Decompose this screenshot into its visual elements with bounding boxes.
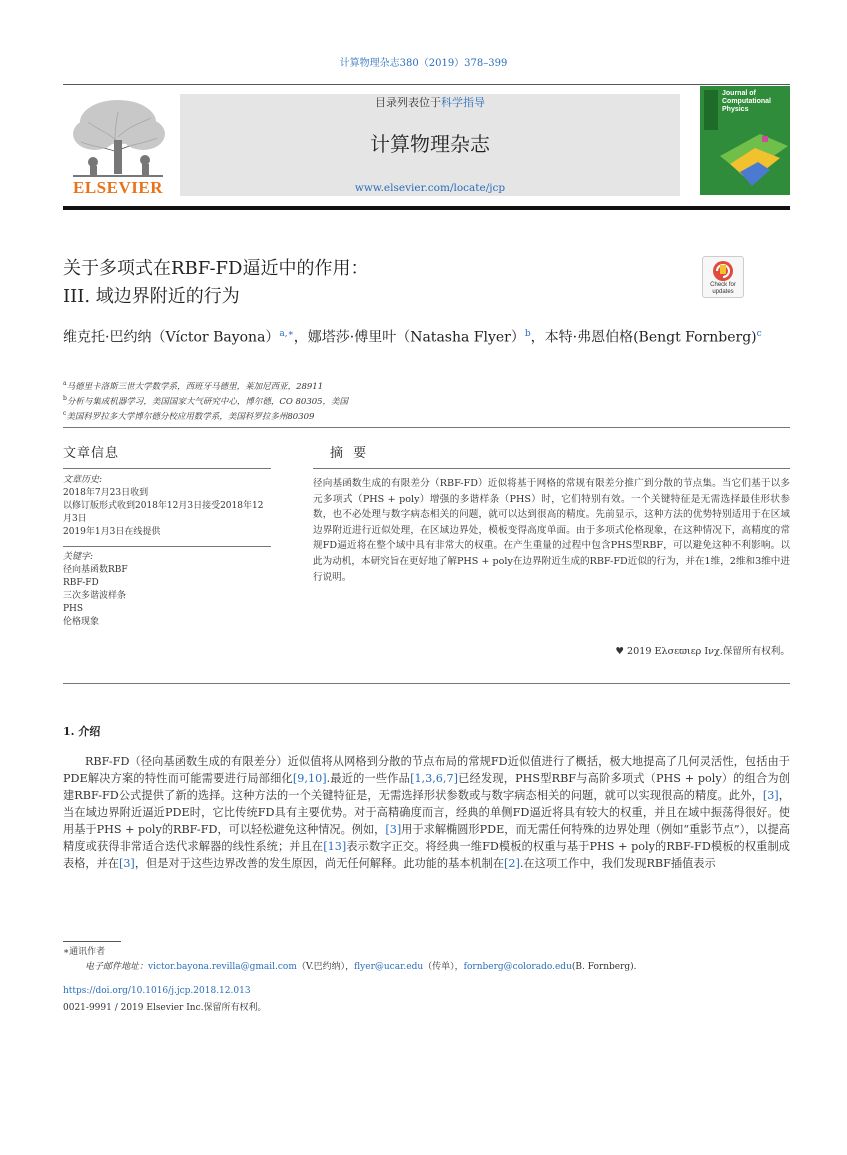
header-rule (63, 84, 790, 85)
keywords-rule (63, 546, 271, 547)
author-bayona[interactable]: 维克托·巴约纳（Víctor Bayona） (63, 329, 280, 346)
affiliation-c (63, 408, 790, 423)
text-run: 用于求解椭圆形PDE，而无需任何特殊的边界处理（例如“重影节点”），以提高精度或获得非常适合迭代求解器的线性系统；并且在 (63, 823, 790, 853)
check-updates-icon (703, 257, 743, 285)
keyword-item: RBF-FD (63, 578, 99, 588)
author-3-affil-mark[interactable]: c (756, 329, 762, 339)
text-run: .在这项工作中，我们发现RBF插值表示 (519, 857, 716, 870)
author-fornberg[interactable]: ，本特·弗恩伯格(Bengt Fornberg) (530, 329, 757, 346)
masthead-rule (63, 206, 790, 210)
abstract-text: 径向基函数生成的有限差分（RBF-FD）近似将基于网格的常规有限差分推广到分散的节点集。当它们基于以多元多项式（PHS + poly）增强的多谐样条（PHS）时，它们特别有效。一个关键特征是无需选择最佳形状参数，也不必处理与数字病态相关的问题，就可以达到很高的精度。先前显示，这种方法的优势特别适用于在区域边界附近进行近似处理，在区域边界处，模板变得高度单面。由于多项式伦格现象，在这种情况下，高精度的常规FD逼近将在整个域中具有非常大的权重。在产生重量的过程中包含PHS型RBF，可以避免这种不利影响。以此为动机，本研究旨在更好地了解PHS + poly在边界附近生成的RBF-FD近似的行为，并在1维，2维和3维中进行说明。 (313, 478, 790, 583)
author-2-affil-mark[interactable]: b (524, 329, 531, 339)
citation-link[interactable]: [1,3,6,7] (410, 772, 458, 785)
citation-link[interactable]: [3] (385, 823, 402, 836)
citation-link[interactable]: [3] (118, 857, 135, 870)
affiliations (63, 378, 790, 422)
affiliation-mark: c (63, 409, 67, 417)
issn-copyright: 0021-9991 / 2019 Elsevier Inc.保留所有权利。 (63, 1003, 267, 1013)
history-received: 2018年7月23日收到 (63, 488, 149, 498)
journal-cover-image[interactable] (700, 86, 790, 195)
email-link-fornberg[interactable]: fornberg@colorado.edu (463, 962, 572, 972)
affiliation-text: 分析与集成机器学习，美国国家大气研究中心，博尔德，CO 80305，美国 (66, 396, 349, 407)
email-link-flyer[interactable]: flyer@ucar.edu (354, 962, 424, 972)
contents-line (180, 94, 680, 110)
footnote-rule (63, 941, 121, 942)
citation-link[interactable]: [13] (323, 840, 347, 853)
text-run: 已经发现，PHS型RBF与高阶多项式（PHS + poly）的组合为创建RBF-FD公式提供了新的选择。这种方法的一个关键特征是，无需选择形状参数或与数字病态相关的问题，就可以实现很高的精度。此外， (63, 772, 790, 802)
keywords-label: 关键字: (63, 552, 94, 562)
article-info-heading: 文章信息 (63, 446, 120, 461)
paper-title (63, 255, 683, 311)
affiliation-text: 马德里卡洛斯三世大学数学系，西班牙马德里，莱加尼西亚，28911 (66, 381, 324, 392)
email-label: 电子邮件地址： (85, 962, 149, 972)
keyword-item: 径向基函数RBF (63, 565, 128, 575)
email-owner: （传单）， (423, 962, 464, 972)
history-label: 文章历史: (63, 475, 103, 485)
history-online: 2019年1月3日在线提供 (63, 527, 161, 537)
citation-link[interactable]: [3] (762, 789, 779, 802)
affiliation-b (63, 393, 790, 408)
history-revised: 以修订版形式收到2018年12月3日接受2018年12月3日 (63, 501, 264, 524)
email-footnote (85, 959, 790, 972)
journal-url-link[interactable]: www.elsevier.com/locate/jcp (354, 182, 506, 194)
cover-title: Journal of Computational Physics (722, 90, 771, 113)
title-line-2: III. 域边界附近的行为 (63, 286, 240, 307)
keyword-item: PHS (63, 604, 84, 614)
affiliation-a (63, 378, 790, 393)
keyword-item: 三次多谐波样条 (63, 591, 127, 601)
section-heading: 1. 介绍 (63, 725, 101, 738)
running-head: 计算物理杂志380（2019）378–399 (339, 58, 508, 69)
contents-prefix: 目录列表位于 (375, 96, 441, 109)
elsevier-wordmark: ELSEVIER (73, 178, 163, 197)
author-1-affil-mark[interactable]: a,∗ (279, 329, 294, 339)
affiliation-text: 美国科罗拉多大学博尔德分校应用数学系，美国科罗拉多州80309 (66, 411, 315, 422)
author-list (63, 323, 790, 349)
info-rule (63, 468, 271, 469)
text-run: ，当在域边界附近逼近PDE时，它比传统FD具有主要优势。对于高精确度而言，经典的单侧FD逼近将具有较大的权重，并且在域中振荡得很好。使用基于PHS + poly的RBF-FD，可以轻松避免这种情况。例如， (63, 789, 790, 836)
email-owner: (B. Fornberg). (571, 962, 637, 972)
abstract-heading: 摘 要 (330, 446, 370, 461)
keyword-item: 伦格现象 (63, 617, 100, 627)
doi-link[interactable]: https://doi.org/10.1016/j.jcp.2018.12.013 (63, 986, 251, 996)
front-matter-rule (63, 683, 790, 684)
corresponding-author-note: ∗通讯作者 (63, 947, 106, 957)
check-updates-label: Check for updates (710, 282, 736, 295)
text-run: ，但是对于这些边界改善的发生原因，尚无任何解释。此功能的基本机制在 (134, 857, 505, 870)
sciencedirect-link[interactable]: 科学指导 (441, 96, 485, 109)
email-owner: （V.巴约纳）， (296, 962, 355, 972)
citation-link[interactable]: [2] (504, 857, 520, 870)
text-run: 表示数字正交。将经典一维FD模板的权重与基于PHS + poly的RBF-FD模板的权重制成表格，并在 (63, 840, 790, 870)
affiliation-mark: b (63, 394, 67, 402)
affiliations-rule (63, 427, 790, 428)
email-link-bayona[interactable]: victor.bayona.revilla@gmail.com (148, 962, 297, 972)
abstract-rule (313, 468, 790, 469)
text-run: .最近的一些作品 (326, 772, 411, 785)
check-for-updates-button[interactable] (702, 256, 744, 298)
title-line-1: 关于多项式在RBF-FD逼近中的作用： (63, 258, 369, 279)
journal-title: 计算物理杂志 (370, 132, 490, 156)
author-flyer[interactable]: ，娜塔莎·傅里叶（Natasha Flyer） (293, 329, 525, 346)
abstract-copyright: ♥ 2019 Ελσεϖιερ Ινχ.保留所有权利。 (615, 646, 790, 657)
intro-paragraph (63, 753, 790, 872)
citation-link[interactable]: [9,10] (292, 772, 327, 785)
article-info (63, 474, 271, 629)
affiliation-mark: a (63, 380, 67, 387)
text-run: RBF-FD（径向基函数生成的有限差分）近似值将从网格到分散的节点布局的常规FD近似值进行了概括，极大地提高了几何灵活性，包括由于PDE解决方案的特性而可能需要进行局部细化 (63, 755, 790, 785)
